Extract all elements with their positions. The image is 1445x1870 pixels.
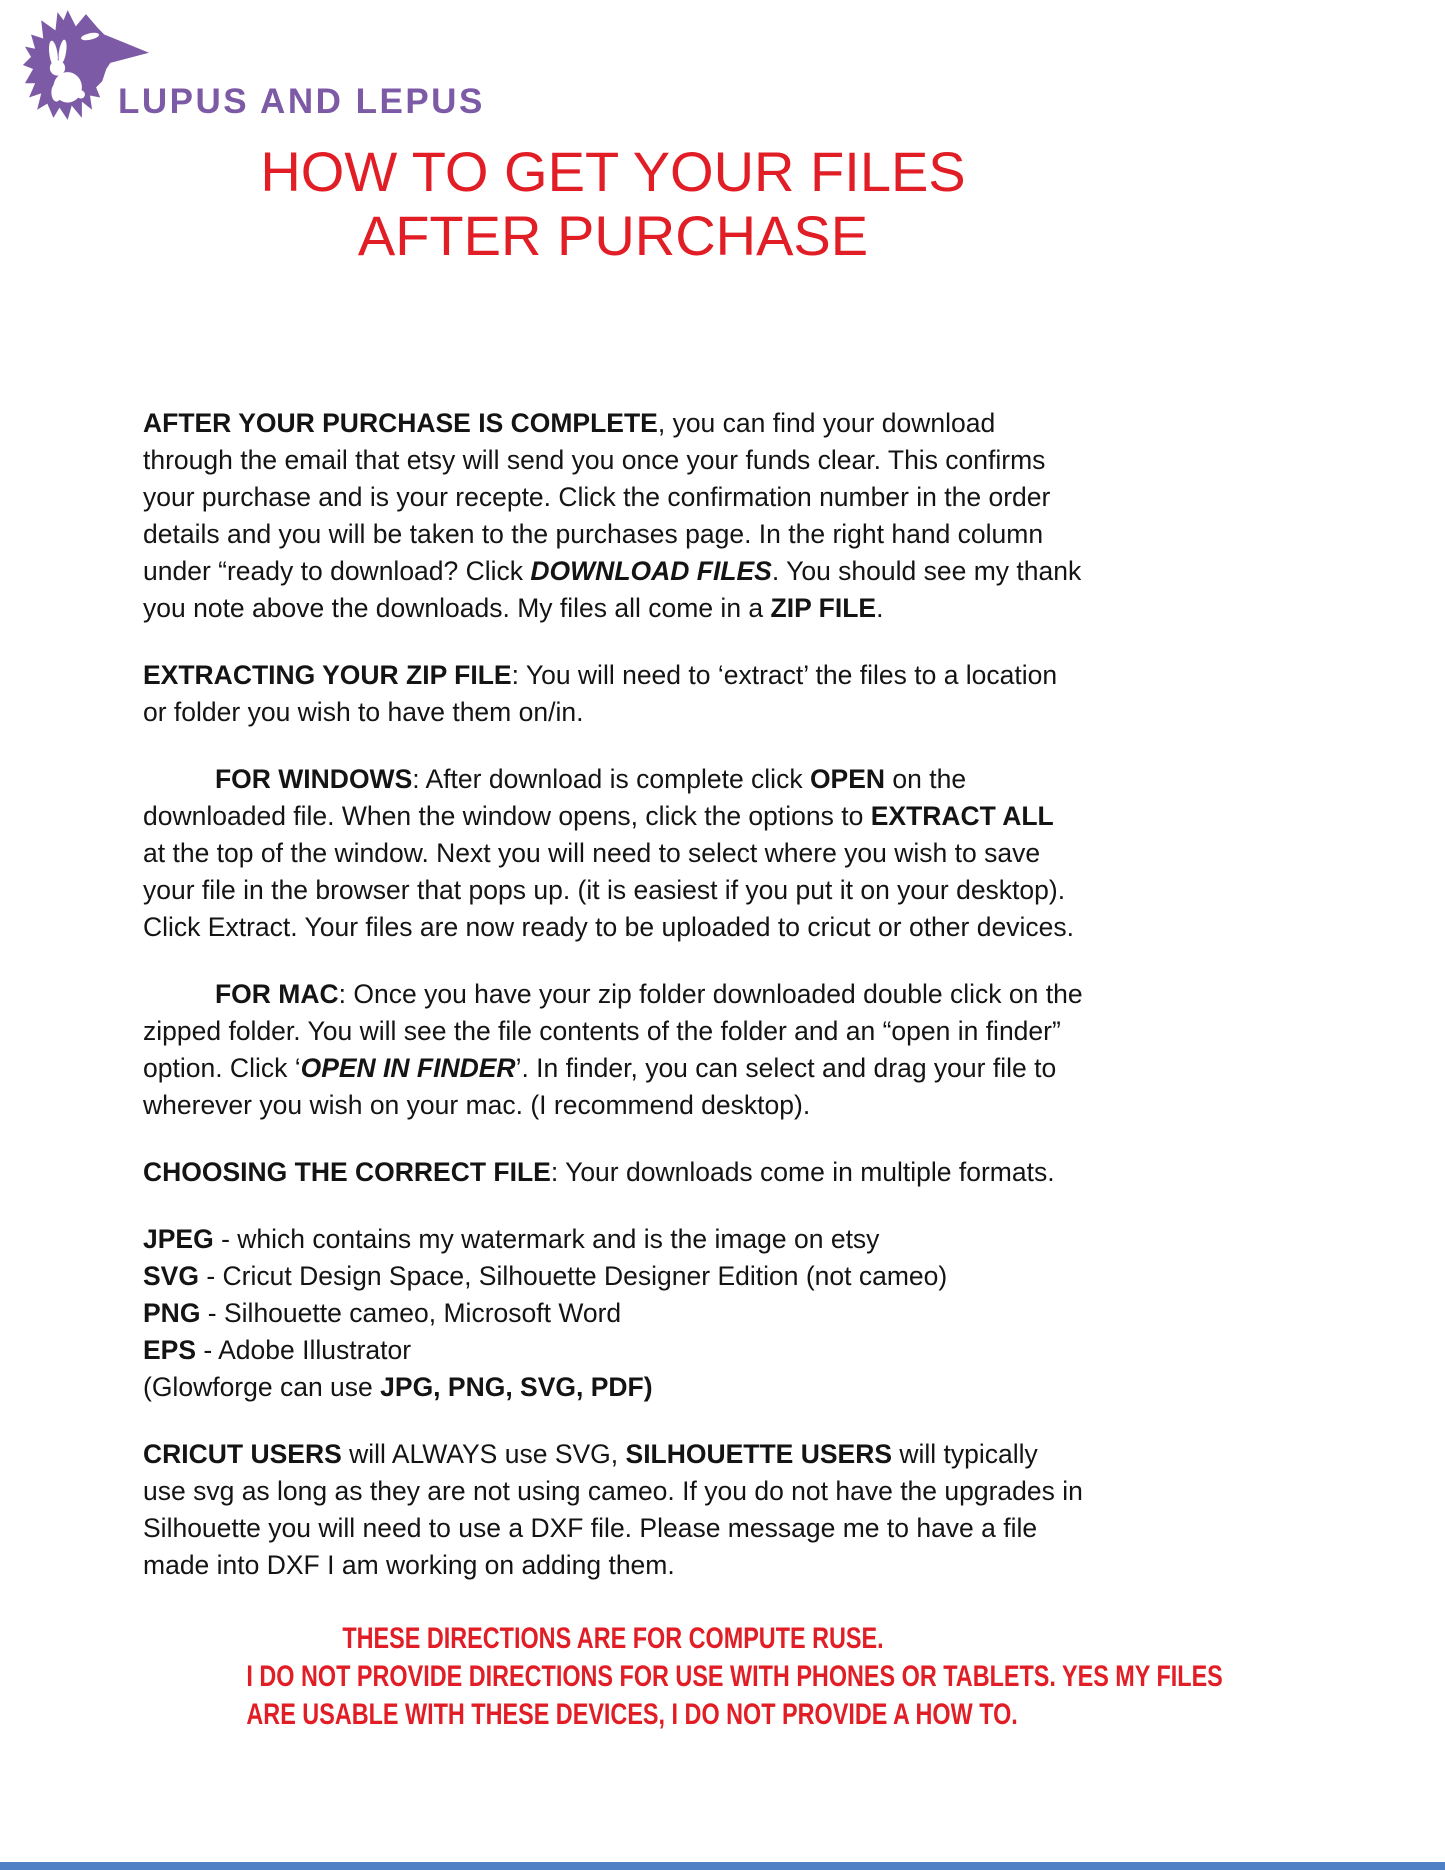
paragraph: EXTRACTING YOUR ZIP FILE: You will need to ‘extract’ the files to a location or folder you wish to have them on/in.: [143, 660, 1058, 727]
paragraph: CHOOSING THE CORRECT FILE: Your downloads come in multiple formats.: [143, 1157, 1055, 1187]
page-title-line-2: AFTER PURCHASE: [357, 204, 869, 267]
footer-line: I DO NOT PROVIDE DIRECTIONS FOR USE WITH PHONES OR TABLETS. YES MY FILES: [246, 1660, 1223, 1693]
paragraph: SVG - Cricut Design Space, Silhouette Designer Edition (not cameo): [143, 1261, 948, 1291]
paragraph: CRICUT USERS will ALWAYS use SVG, SILHOUETTE USERS will typically use svg as long as they are not using cameo. If you do not have the upgrades in Silhouette you will need to use a DXF file. Please message me to have a file made into DXF I am working on adding them.: [143, 1439, 1083, 1580]
paragraph: FOR WINDOWS: After download is complete click OPEN on the downloaded file. When the window opens, click the options to EXTRACT ALL at the top of the window. Next you will need to select where you wish to save your file in the browser that pops up. (it is easiest if you put it on your desktop). Click Extract. Your files are now ready to be uploaded to cricut or other devices.: [143, 764, 1074, 942]
paragraph: JPEG - which contains my watermark and is the image on etsy: [143, 1224, 880, 1254]
body-paragraphs: [143, 405, 1083, 1584]
paragraph: FOR MAC: Once you have your zip folder downloaded double click on the zipped folder. You will see the file contents of the folder and an “open in finder” option. Click ‘OPEN IN FINDER’. In finder, you can select and drag your file to wherever you wish on your mac. (I recommend desktop).: [143, 979, 1083, 1120]
page-title: [143, 140, 1083, 268]
brand-text: LUPUS AND LEPUS: [118, 82, 485, 121]
footer-line: THESE DIRECTIONS ARE FOR COMPUTE RUSE.: [342, 1622, 884, 1655]
page-title-line-1: HOW TO GET YOUR FILES: [260, 140, 966, 203]
paragraph: EPS - Adobe Illustrator: [143, 1335, 412, 1365]
footer-line: ARE USABLE WITH THESE DEVICES, I DO NOT PROVIDE A HOW TO.: [246, 1698, 1018, 1731]
paragraph: (Glowforge can use JPG, PNG, SVG, PDF): [143, 1372, 653, 1402]
footer-warning: [143, 1620, 1223, 1734]
paragraph: PNG - Silhouette cameo, Microsoft Word: [143, 1298, 622, 1328]
logo: [20, 6, 485, 136]
document-content: [143, 405, 1223, 1734]
paragraph: AFTER YOUR PURCHASE IS COMPLETE, you can find your download through the email that etsy will send you once your funds clear. This confirms your purchase and is your recepte. Click the confirmation number in the order details and you will be taken to the purchases page. In the right hand column under “ready to download? Click DOWNLOAD FILES. You should see my thank you note above the downloads. My files all come in a ZIP FILE.: [143, 408, 1082, 623]
bottom-bar: [0, 1862, 1445, 1870]
